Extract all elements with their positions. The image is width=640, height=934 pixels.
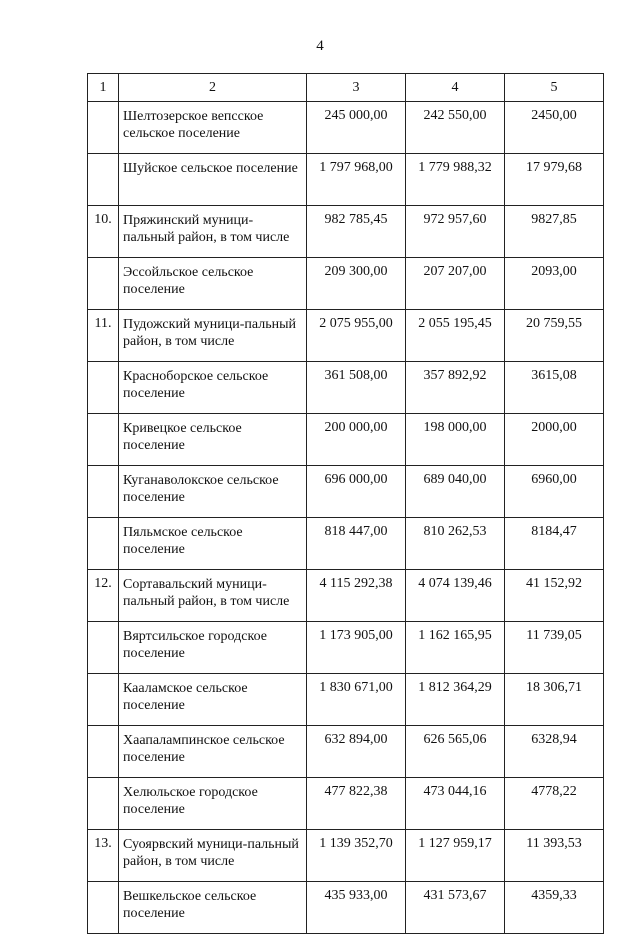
column-5-value-cell: 20 759,55 (505, 310, 604, 362)
row-number-cell (88, 778, 119, 830)
column-3-value-cell: 477 822,38 (307, 778, 406, 830)
row-number-cell (88, 414, 119, 466)
table-row (88, 778, 604, 830)
municipality-name-cell: Пяльмское сельское поселение (119, 518, 307, 570)
column-5-value-cell: 2450,00 (505, 102, 604, 154)
municipality-name-cell: Хаапалампинское сельское поселение (119, 726, 307, 778)
column-4-value-cell: 1 779 988,32 (406, 154, 505, 206)
municipality-name-cell: Вяртсильское городское поселение (119, 622, 307, 674)
table-row (88, 258, 604, 310)
municipality-name-cell: Красноборское сельское поселение (119, 362, 307, 414)
column-3-value-cell: 818 447,00 (307, 518, 406, 570)
column-4-value-cell: 473 044,16 (406, 778, 505, 830)
column-4-value-cell: 1 162 165,95 (406, 622, 505, 674)
column-3-value-cell: 200 000,00 (307, 414, 406, 466)
column-4-value-cell: 810 262,53 (406, 518, 505, 570)
column-3-value-cell: 209 300,00 (307, 258, 406, 310)
column-4-value-cell: 972 957,60 (406, 206, 505, 258)
column-3-value-cell: 1 173 905,00 (307, 622, 406, 674)
column-4-value-cell: 242 550,00 (406, 102, 505, 154)
table-row (88, 154, 604, 206)
row-number-cell (88, 518, 119, 570)
row-number-cell: 13. (88, 830, 119, 882)
row-number-cell (88, 154, 119, 206)
municipality-name-cell: Пудожский муници-пальный район, в том числе (119, 310, 307, 362)
table-row (88, 414, 604, 466)
row-number-cell (88, 726, 119, 778)
table-row (88, 310, 604, 362)
municipality-name-cell: Эссойльское сельское поселение (119, 258, 307, 310)
column-4-value-cell: 626 565,06 (406, 726, 505, 778)
column-4-value-cell: 1 812 364,29 (406, 674, 505, 726)
column-4-value-cell: 207 207,00 (406, 258, 505, 310)
column-header-5: 5 (505, 74, 604, 102)
column-5-value-cell: 17 979,68 (505, 154, 604, 206)
column-header-3: 3 (307, 74, 406, 102)
municipality-name-cell: Вешкельское сельское поселение (119, 882, 307, 934)
column-3-value-cell: 435 933,00 (307, 882, 406, 934)
column-4-value-cell: 431 573,67 (406, 882, 505, 934)
table-row (88, 674, 604, 726)
table-row (88, 518, 604, 570)
table-row (88, 466, 604, 518)
column-3-value-cell: 4 115 292,38 (307, 570, 406, 622)
row-number-cell: 11. (88, 310, 119, 362)
column-5-value-cell: 4359,33 (505, 882, 604, 934)
column-4-value-cell: 198 000,00 (406, 414, 505, 466)
column-3-value-cell: 1 830 671,00 (307, 674, 406, 726)
table-row (88, 882, 604, 934)
municipality-name-cell: Хелюльское городское поселение (119, 778, 307, 830)
column-3-value-cell: 1 797 968,00 (307, 154, 406, 206)
municipality-name-cell: Шуйское сельское поселение (119, 154, 307, 206)
page-number: 4 (316, 38, 324, 54)
column-5-value-cell: 4778,22 (505, 778, 604, 830)
column-4-value-cell: 357 892,92 (406, 362, 505, 414)
municipality-name-cell: Шелтозерское вепсское сельское поселение (119, 102, 307, 154)
municipality-name-cell: Суоярвский муници-пальный район, в том числе (119, 830, 307, 882)
budget-table (87, 73, 604, 934)
table-header-row (88, 74, 604, 102)
row-number-cell (88, 466, 119, 518)
column-5-value-cell: 2093,00 (505, 258, 604, 310)
municipality-name-cell: Кривецкое сельское поселение (119, 414, 307, 466)
column-4-value-cell: 1 127 959,17 (406, 830, 505, 882)
column-3-value-cell: 2 075 955,00 (307, 310, 406, 362)
row-number-cell: 12. (88, 570, 119, 622)
row-number-cell (88, 102, 119, 154)
column-3-value-cell: 245 000,00 (307, 102, 406, 154)
column-5-value-cell: 41 152,92 (505, 570, 604, 622)
column-3-value-cell: 696 000,00 (307, 466, 406, 518)
row-number-cell (88, 258, 119, 310)
municipality-name-cell: Кааламское сельское поселение (119, 674, 307, 726)
column-5-value-cell: 2000,00 (505, 414, 604, 466)
column-3-value-cell: 982 785,45 (307, 206, 406, 258)
municipality-name-cell: Куганаволокское сельское поселение (119, 466, 307, 518)
table-body (88, 74, 604, 934)
table-row (88, 570, 604, 622)
row-number-cell (88, 882, 119, 934)
row-number-cell (88, 622, 119, 674)
column-5-value-cell: 6960,00 (505, 466, 604, 518)
column-4-value-cell: 689 040,00 (406, 466, 505, 518)
column-header-2: 2 (119, 74, 307, 102)
table-row (88, 622, 604, 674)
table-row (88, 362, 604, 414)
column-5-value-cell: 9827,85 (505, 206, 604, 258)
row-number-cell (88, 674, 119, 726)
municipality-name-cell: Сортавальский муници-пальный район, в том числе (119, 570, 307, 622)
column-4-value-cell: 4 074 139,46 (406, 570, 505, 622)
column-5-value-cell: 8184,47 (505, 518, 604, 570)
column-5-value-cell: 11 739,05 (505, 622, 604, 674)
municipality-name-cell: Пряжинский муници-пальный район, в том числе (119, 206, 307, 258)
table-row (88, 726, 604, 778)
table-row (88, 102, 604, 154)
row-number-cell: 10. (88, 206, 119, 258)
column-4-value-cell: 2 055 195,45 (406, 310, 505, 362)
column-header-4: 4 (406, 74, 505, 102)
column-5-value-cell: 3615,08 (505, 362, 604, 414)
column-3-value-cell: 1 139 352,70 (307, 830, 406, 882)
table-row (88, 830, 604, 882)
row-number-cell (88, 362, 119, 414)
table-row (88, 206, 604, 258)
column-5-value-cell: 18 306,71 (505, 674, 604, 726)
column-3-value-cell: 361 508,00 (307, 362, 406, 414)
column-3-value-cell: 632 894,00 (307, 726, 406, 778)
column-5-value-cell: 11 393,53 (505, 830, 604, 882)
column-5-value-cell: 6328,94 (505, 726, 604, 778)
column-header-1: 1 (88, 74, 119, 102)
